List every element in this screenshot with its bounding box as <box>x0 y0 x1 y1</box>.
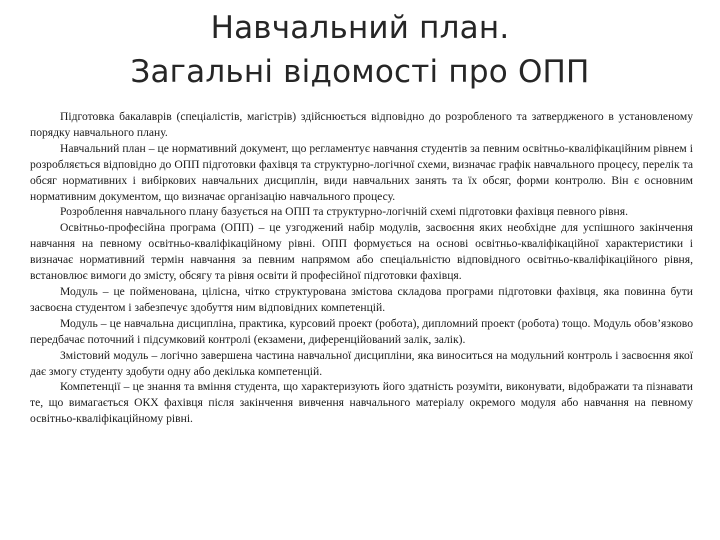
paragraph-opp-definition: Освітньо-професійна програма (ОПП) – це узгоджений набір модулів, засвоєння яких необхідне для успішного закінчення навчання на певному освітньо-кваліфікаційному рівні. ОПП формується на основі освітньо-кваліфікаційної характеристики і визначає нормативний термін навчання за певним напрямом або спеціальністю відповідного освітньо-кваліфікаційного рівня, встановлює вимоги до змісту, обсягу та рівня освіти й професійної підготовки фахівця. <box>30 221 693 283</box>
slide-title-line-2: Загальні відомості про ОПП <box>130 54 590 90</box>
paragraph-training-basis: Підготовка бакалаврів (спеціалістів, магістрів) здійснюється відповідно до розробленого та затвердженого в установленому порядку навчального плану. <box>30 110 693 139</box>
paragraph-module-types: Модуль – це навчальна дисципліна, практика, курсовий проект (робота), дипломний проект (робота) тощо. Модуль обов’язково передбачає поточний і підсумковий контролі (екзамени, диференційований залік, залік). <box>30 316 693 346</box>
paragraph-curriculum-development: Розроблення навчального плану базується на ОПП та структурно-логічній схемі підготовки фахівця певного рівня. <box>60 205 628 219</box>
paragraph-curriculum-definition: Навчальний план – це нормативний документ, що регламентує навчання студентів за певним освітньо-кваліфікаційним рівнем і розробляється відповідно до ОПП підготовки фахівця та структурно-логічної схеми, визначає графік навчального процесу, перелік та обсяг нормативних і вибіркових навчальних дисциплін, види навчальних занять та їх обсяг, форми контролю. Він є основним нормативним документом, що визначає організацію навчального процесу. <box>30 141 693 203</box>
paragraph-module-definition: Модуль – це пойменована, цілісна, чітко структурована змістова складова програми підготовки фахівця, яка повинна бути засвоєна студентом і забезпечує здобуття ним відповідних компетенцій. <box>30 284 693 314</box>
paragraph-competencies: Компетенції – це знання та вміння студента, що характеризують його здатність розуміти, виконувати, відображати та пізнавати те, що вимагається ОКХ фахівця після закінчення вивчення навчального матеріалу окремого модуля або навчання на певному освітньо-кваліфікаційному рівні. <box>30 380 693 426</box>
slide-title <box>0 6 720 94</box>
slide-body <box>30 109 693 427</box>
paragraph-content-module: Змістовий модуль – логічно завершена частина навчальної дисципліни, яка виноситься на модульний контроль і засвоєння якої дає змогу студенту здобути одну або декілька компетенцій. <box>30 348 693 378</box>
slide-title-line-1: Навчальний план. <box>210 10 510 46</box>
